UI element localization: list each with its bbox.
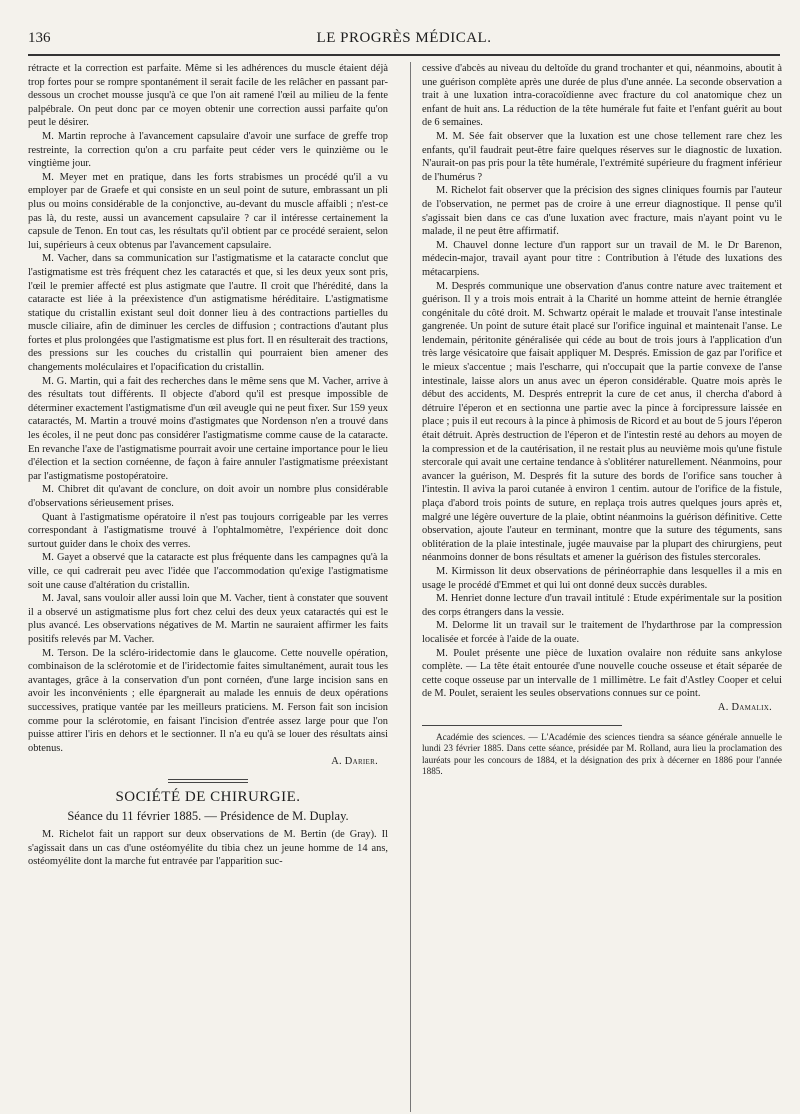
- paragraph: M. Richelot fait observer que la précision des signes cliniques fournis par l'auteur de l'observation, ne permet pas de croire à une erreur diagnostique. Il pense qu'il s'agissait bien dans ce cas d'une luxation avec fracture, mais n'ayant point vu le malade, il ne peut être affirmatif.: [422, 185, 782, 238]
- paragraph: M. Henriet donne lecture d'un travail intitulé : Etude expérimentale sur la position des corps étrangers dans la vessie.: [422, 593, 782, 618]
- paragraph: M. Meyer met en pratique, dans les forts strabismes un procédé qu'il a vu employer par de Graefe et qui consiste en un seul point de suture, embrassant un pli plus ou moins considérable de la conjonctive, au-devant du muscle affaibli ; n'est-ce pas là, du reste, aussi un avancement capsulaire ? car il intéresse certainement la capsule de Tenon. En tout cas, les résultats qu'il obtient par ce procédé seraient, selon lui, supérieurs à ceux obtenus par l'avancement capsulaire.: [28, 171, 388, 251]
- paragraph: Quant à l'astigmatisme opératoire il n'est pas toujours corrigeable par les verres correspondant à l'astigmatisme trouvé à l'ophtalmomètre, l'expérience doit donc surtout guider dans le choix des verres.: [28, 511, 388, 550]
- section-title: SOCIÉTÉ DE CHIRURGIE.: [115, 788, 301, 805]
- section-divider: [168, 779, 248, 783]
- paragraph: M. M. Sée fait observer que la luxation est une chose tellement rare chez les enfants, qu'il faudrait peut-être faire quelques réserves sur le diagnostic de luxation. N'aurait-on pas pris pour la tête humérale, l'extrémité supérieure du fragment inférieur de l'humérus ?: [422, 130, 782, 183]
- paragraph: M. Kirmisson lit deux observations de périnéorraphie dans lesquelles il a mis en usage le procédé d'Emmet et qui lui ont donné deux succès durables.: [422, 565, 782, 591]
- paragraph: M. Chibret dit qu'avant de conclure, on doit avoir un nombre plus considérable d'observations sérieusement prises.: [28, 484, 388, 509]
- journal-title: LE PROGRÈS MÉDICAL.: [316, 30, 492, 46]
- paragraph: M. Terson. De la scléro-iridectomie dans le glaucome. Cette nouvelle opération, combinaison de la sclérotomie et de l'iridectomie faites simultanément, aurait tous les avantages, grâce à la conservation d'un pont cornéen, d'une large incision sans en avoir les inconvénients ; elle épargnerait au malade les ennuis de deux opérations successives, pratique vantée par les meilleurs praticiens. M. Ferson fait son incision comme pour la sclérotomie, en faisant l'incision d'entrée assez large pour que l'on puisse attirer l'iris en dehors et le sectionner. Il n'a eu qu'à se louer des résultats ainsi obtenus.: [28, 647, 388, 754]
- footnote: Académie des sciences. — L'Académie des sciences tiendra sa séance générale annuelle le lundi 23 février 1885. Dans cette séance, présidée par M. Rolland, aura lieu la proclamation des lauréats pour les concours de 1884, et la désignation des prix à décerner en 1886 pour l'année 1885.: [422, 731, 782, 777]
- paragraph: cessive d'abcès au niveau du deltoïde du grand trochanter et qui, néanmoins, aboutit à une guérison complète après une durée de plus d'une année. La seconde observation a trait à une luxation intra-coracoïdienne avec fracture du col anatomique chez un enfant de huit ans. La réduction de la tête humérale fut faite et l'enfant guérit au bout de 6 semaines.: [422, 63, 782, 129]
- page-number: 136: [28, 30, 51, 46]
- paragraph: M. Richelot fait un rapport sur deux observations de M. Bertin (de Gray). Il s'agissait dans un cas d'une ostéomyélite du tibia chez un jeune homme de 14 ans, ostéomyélite dont la marche fut entravée par l'apparition suc-: [28, 829, 388, 868]
- signature: A. Damalix.: [717, 701, 772, 713]
- paragraph: M. Chauvel donne lecture d'un rapport sur un travail de M. le Dr Barenon, médecin-major, travail ayant pour titre : Contribution à l'étude des luxations des métacarpiens.: [422, 239, 782, 278]
- paragraph: M. G. Martin, qui a fait des recherches dans le même sens que M. Vacher, arrive à des résultats tout différents. Il objecte d'abord qu'il est presque impossible de déterminer exactement l'astigmatisme d'un œil aveugle qui ne peut fixer. Sur 159 yeux cataractés, M. Martin a trouvé moins d'astigmates que Nordenson n'en a trouvé dans les écoles, il ne peut donc pas considérer l'astigmatisme comme cause de la cataracte. En revanche l'axe de l'astigmatisme pourrait avoir une certaine importance pour le lieu d'élection et la section cornéenne, de façon à faire annuler l'astigmatisme préexistant par l'astigmatisme postopératoire.: [28, 375, 388, 482]
- paragraph: M. Vacher, dans sa communication sur l'astigmatisme et la cataracte conclut que l'astigmatisme est très fréquent chez les cataractés et que, si les deux yeux sont pris, l'œil le premier affecté est plus astigmate que l'autre. Il croit que l'hérédité, dans la cataracte est liée à la préexistence d'un astigmatisme héréditaire. L'astigmatisme statique du cristallin existant seul doit donner lieu à des contractions partielles du muscle ciliaire, afin de diminuer les cercles de diffusion ; contractions d'autant plus fortes et plus prolongées que l'astigmatisme est plus fort. Il en résulterait des tractions, des pressions sur les couches du cristallin qui pourraient bien amener des changements moléculaires et l'opacification du cristallin.: [28, 253, 388, 374]
- left-column: [28, 62, 388, 869]
- paragraph: M. Després communique une observation d'anus contre nature avec traitement et guérison. Il y a trois mois entrait à la Charité un homme atteint de hernie étranglée congénitale du côté droit. M. Schwartz opérait le malade et trouvait l'anse intestinale gangrenée. Un point de suture était placé sur l'orifice inguinal et maintenait l'anse. Le lendemain, péritonite généralisée qui céde au bout de trois jours à l'application d'un très large vésicatoire que faisait appliquer M. Després. Emission de gaz par l'orifice et le mieux s'accentue ; mais l'escharre, qui n'occupait que la partie convexe de l'anse intestinale, laisse alors un anus avec un éperon considérable. Quatre mois après le début des accidents, M. Després entreprit la cure de cet anus, il chercha d'abord à détruire l'éperon et en sectionna une partie avec la pince à forcipressure laissée en place ; puis il eut recours à la pince à phimosis de Ricord et au bout de 5 jours l'éperon était détruit. Après destruction de l'éperon et de l'intestin resté au dehors au moyen de la compression et de la cautérisation, il ne restait plus au neuvième mois qu'une fistule stercorale qui avait une certaine tendance à s'oblitérer naturellement. Néanmoins, pour avancer la guérison, M. Després fit la suture des bords de l'orifice sans toucher à l'intestin. Il aviva la paroi cutanée à environ 1 centim. autour de l'orifice de la fistule, plaça d'abord trois points de suture, en replaça trois autres quelques jours après et, malgré une légère ouverture de la plaie, obtint néanmoins la guérison définitive. Cette observation, ajoute l'auteur en terminant, montre que la suture des téguments, sans oblitération de la plaie intestinale, jugée mauvaise par la plupart des chirurgiens, peut néanmoins donner de bons résultats et amener la guérison des fistules stercorales.: [422, 280, 782, 564]
- paragraph: M. Martin reproche à l'avancement capsulaire d'avoir une surface de greffe trop restreinte, la correction qu'on a cru parfaite peut céder vers le quinzième ou le vingtième jour.: [28, 130, 388, 170]
- column-separator: [410, 62, 411, 1112]
- paragraph: M. Poulet présente une pièce de luxation ovalaire non réduite sans ankylose complète. — La tête était entourée d'une nouvelle couche osseuse et était séparée de cette coque osseuse par un intervalle de 1 millimètre. Le fait d'Astley Cooper et celui de M. Poulet, seraient les seules observations connues sur ce point.: [422, 647, 782, 700]
- header-rule: [28, 54, 780, 56]
- paragraph: M. Javal, sans vouloir aller aussi loin que M. Vacher, tient à constater que souvent il a observé un astigmatisme plus fort chez celui des deux yeux cataractés qui est le plus avancé. Les observations négatives de M. Martin ne sauraient affirmer les faits positifs relevés par M. Vacher.: [28, 593, 388, 645]
- paragraph: M. Delorme lit un travail sur le traitement de l'hydarthrose par la compression localisée et forcée à l'aide de la ouate.: [422, 620, 782, 645]
- paragraph: rétracte et la correction est parfaite. Même si les adhérences du muscle étaient déjà trop fortes pour se rompre spontanément il serait facile de les relâcher en passant par-dessous un crochet mousse jusqu'à ce que l'on ait ramené l'œil au milieu de la fente palpébrale. On peut donc par ce moyen obtenir une correction aussi parfaite qu'on peut le désirer.: [28, 63, 388, 129]
- right-column: [422, 62, 782, 778]
- paragraph: M. Gayet a observé que la cataracte est plus fréquente dans les campagnes qu'à la ville, ce qui cadrerait peu avec l'idée que l'accommodation qu'exige l'astigmatisme soit une cause d'altération du cristallin.: [28, 552, 388, 591]
- signature: A. Darier.: [331, 756, 378, 768]
- seance-line: Séance du 11 février 1885. — Présidence de M. Duplay.: [67, 809, 349, 824]
- footnote-rule: [422, 725, 622, 726]
- page-header: [28, 28, 780, 50]
